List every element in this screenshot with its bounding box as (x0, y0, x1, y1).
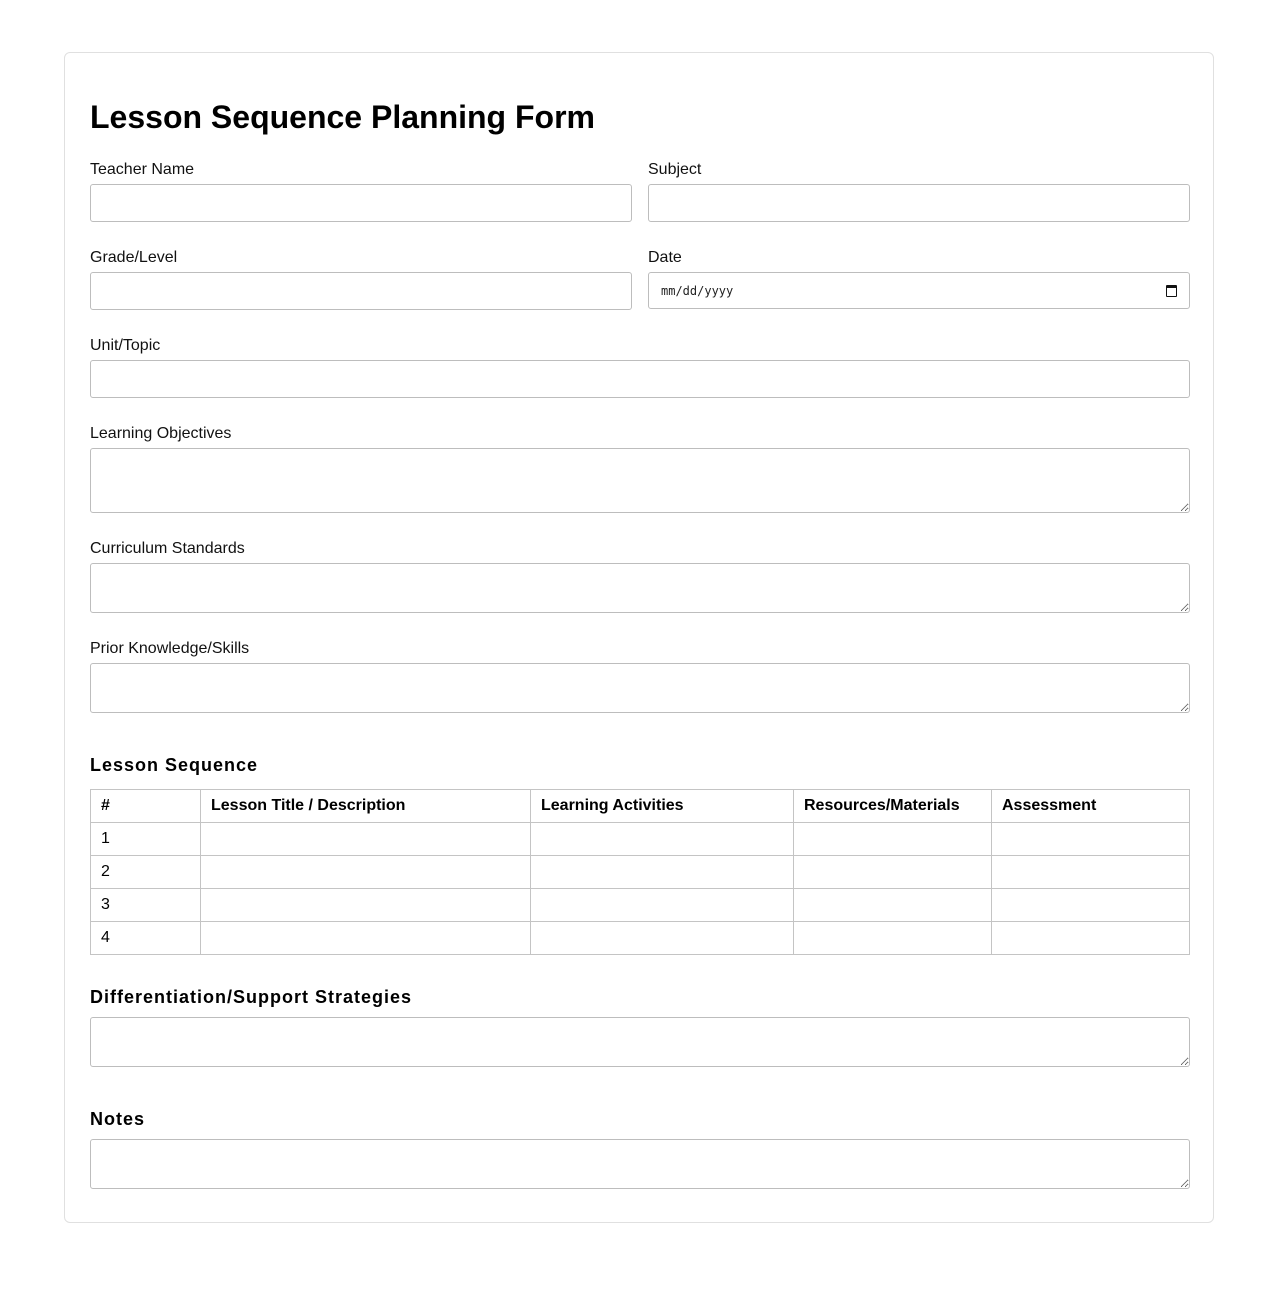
prior-knowledge-label: Prior Knowledge/Skills (90, 640, 250, 657)
row-number: 2 (91, 856, 201, 889)
differentiation-textarea[interactable] (90, 1017, 1190, 1067)
date-group (648, 248, 1190, 309)
column-header-number: # (91, 790, 201, 823)
assessment-cell[interactable] (992, 823, 1190, 856)
column-header-resources: Resources/Materials (794, 790, 992, 823)
notes-group (90, 1135, 1190, 1189)
curriculum-standards-textarea[interactable] (90, 563, 1190, 613)
assessment-cell[interactable] (992, 922, 1190, 955)
column-header-learning-activities: Learning Activities (531, 790, 794, 823)
lesson-title-cell[interactable] (201, 823, 531, 856)
column-header-assessment: Assessment (992, 790, 1190, 823)
grade-level-input[interactable] (90, 272, 632, 310)
learning-activities-cell[interactable] (531, 823, 794, 856)
table-row (91, 823, 1190, 856)
learning-objectives-group (90, 424, 1190, 513)
resources-cell[interactable] (794, 856, 992, 889)
unit-topic-group (90, 336, 1190, 398)
unit-topic-input[interactable] (90, 360, 1190, 398)
table-header-row (91, 790, 1190, 823)
learning-objectives-label: Learning Objectives (90, 425, 232, 442)
row-number: 1 (91, 823, 201, 856)
table-row (91, 922, 1190, 955)
unit-topic-label: Unit/Topic (90, 337, 161, 354)
teacher-name-group (90, 160, 632, 222)
form-card (64, 52, 1214, 1223)
resources-cell[interactable] (794, 823, 992, 856)
lesson-title-cell[interactable] (201, 889, 531, 922)
notes-textarea[interactable] (90, 1139, 1190, 1189)
learning-activities-cell[interactable] (531, 889, 794, 922)
prior-knowledge-group (90, 639, 1190, 713)
grade-level-label: Grade/Level (90, 249, 178, 266)
curriculum-standards-group (90, 539, 1190, 613)
page-title: Lesson Sequence Planning Form (90, 99, 595, 135)
assessment-cell[interactable] (992, 856, 1190, 889)
notes-heading: Notes (90, 1109, 146, 1129)
curriculum-standards-label: Curriculum Standards (90, 540, 245, 557)
lesson-title-cell[interactable] (201, 856, 531, 889)
teacher-name-label: Teacher Name (90, 161, 195, 178)
date-placeholder: mm/dd/yyyy (661, 283, 734, 298)
date-label: Date (648, 249, 682, 266)
assessment-cell[interactable] (992, 889, 1190, 922)
subject-input[interactable] (648, 184, 1190, 222)
lesson-sequence-heading: Lesson Sequence (90, 755, 259, 775)
learning-activities-cell[interactable] (531, 856, 794, 889)
prior-knowledge-textarea[interactable] (90, 663, 1190, 713)
differentiation-group (90, 1013, 1190, 1067)
lesson-title-cell[interactable] (201, 922, 531, 955)
lesson-sequence-table (90, 789, 1190, 955)
row-number: 3 (91, 889, 201, 922)
subject-group (648, 160, 1190, 222)
date-input[interactable] (648, 272, 1190, 309)
subject-label: Subject (648, 161, 702, 178)
differentiation-heading: Differentiation/Support Strategies (90, 987, 413, 1007)
row-number: 4 (91, 922, 201, 955)
teacher-name-input[interactable] (90, 184, 632, 222)
column-header-lesson-title: Lesson Title / Description (201, 790, 531, 823)
resources-cell[interactable] (794, 922, 992, 955)
grade-level-group (90, 248, 632, 310)
table-row (91, 889, 1190, 922)
resources-cell[interactable] (794, 889, 992, 922)
calendar-icon[interactable] (1166, 285, 1177, 297)
table-row (91, 856, 1190, 889)
learning-activities-cell[interactable] (531, 922, 794, 955)
learning-objectives-textarea[interactable] (90, 448, 1190, 513)
